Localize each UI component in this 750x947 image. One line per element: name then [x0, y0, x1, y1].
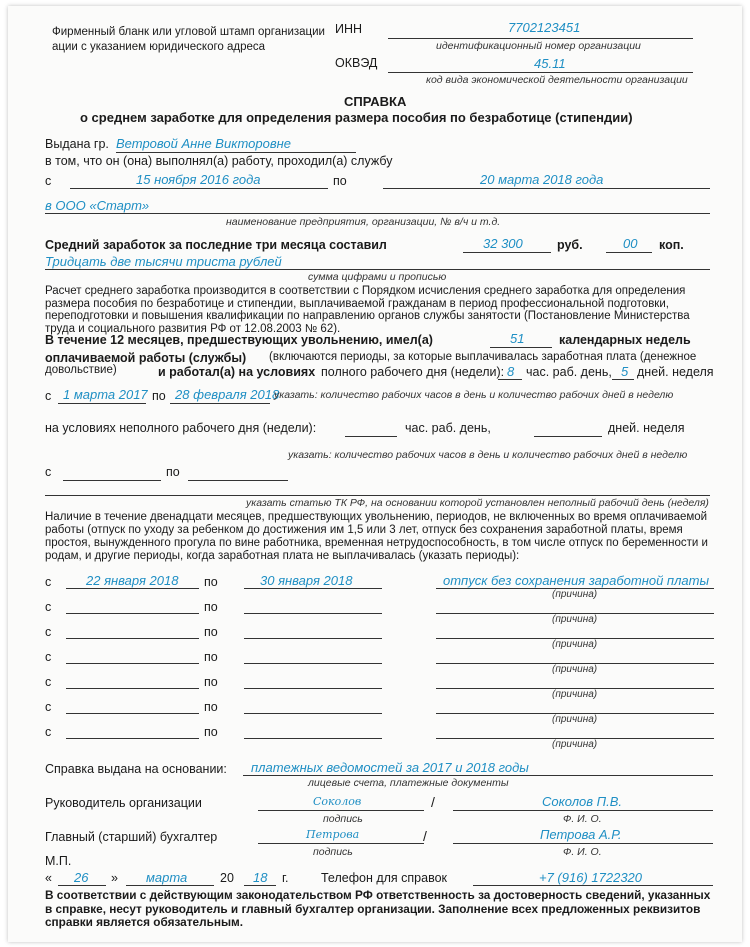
accountant-name-line — [453, 843, 713, 844]
date-day: 26 — [74, 870, 89, 885]
document-page — [8, 6, 742, 942]
date-month: марта — [146, 870, 188, 885]
period-reason-caption: (причина) — [552, 614, 598, 625]
head-sign-caption: подпись — [323, 813, 363, 825]
days-label: дней. неделя — [637, 365, 714, 379]
days-value: 5 — [621, 364, 629, 379]
inn-label: ИНН — [335, 22, 363, 36]
date-day-line — [58, 885, 106, 886]
part-days-line — [534, 436, 602, 437]
tk-line — [45, 495, 710, 496]
period-to-line — [244, 613, 382, 614]
head-name-caption: Ф. И. О. — [563, 813, 602, 825]
period-to-label: по — [204, 625, 218, 639]
hours-value: 8 — [507, 364, 515, 379]
inn-value: 7702123451 — [508, 20, 581, 35]
accountant-sign-line — [258, 843, 424, 844]
stamp-place: М.П. — [45, 854, 72, 868]
weeks-label-3: оплачиваемой работы (службы) — [45, 351, 247, 365]
basis-label: Справка выдана на основании: — [45, 762, 227, 776]
work-text: в том, что он (она) выполнял(а) работу, проходил(а) службу — [45, 154, 393, 168]
earnings-rub-line — [463, 252, 551, 253]
period-from-label: с — [45, 625, 52, 639]
date-year-prefix: 20 — [220, 871, 234, 885]
org-line — [45, 213, 710, 214]
period-from-line — [66, 688, 199, 689]
full-from-label: с — [45, 389, 52, 403]
work-to-label: по — [333, 174, 347, 188]
date-year-line — [244, 885, 276, 886]
period-reason: отпуск без сохранения заработной платы — [443, 573, 710, 588]
period-from-line — [66, 738, 199, 739]
work-to-value: 20 марта 2018 года — [480, 172, 604, 187]
issued-name: Ветровой Анне Викторовне — [116, 136, 292, 151]
okved-value: 45.11 — [534, 56, 566, 71]
period-from-line — [66, 638, 199, 639]
part-from-label: с — [45, 465, 52, 479]
earnings-label: Средний заработок за последние три месяца составил — [45, 238, 387, 252]
accountant-slash: / — [423, 828, 427, 844]
period-from-label: с — [45, 575, 52, 589]
okved-caption: код вида экономической деятельности организации — [426, 74, 688, 86]
period-to-line — [244, 738, 382, 739]
part-days-label: дней. неделя — [608, 421, 685, 435]
accountant-signature: Петрова — [306, 828, 360, 841]
okved-label: ОКВЭД — [335, 56, 378, 70]
period-reason-caption: (причина) — [552, 664, 598, 675]
earnings-kop-value: 00 — [623, 236, 638, 251]
period-reason-caption: (причина) — [552, 739, 598, 750]
period-from-label: с — [45, 675, 52, 689]
period-to-label: по — [204, 600, 218, 614]
weeks-value: 51 — [510, 331, 525, 346]
date-year-suffix: 18 — [253, 870, 268, 885]
date-quote-close: » — [111, 871, 118, 885]
earnings-kop-label: коп. — [659, 238, 684, 252]
date-quote-open: « — [45, 871, 52, 885]
accountant-label: Главный (старший) бухгалтер — [45, 830, 218, 844]
period-reason-caption: (причина) — [552, 689, 598, 700]
period-from-line — [66, 588, 199, 589]
period-to-label: по — [204, 575, 218, 589]
date-month-line — [126, 885, 214, 886]
period-to-line — [244, 688, 382, 689]
weeks-label-2: календарных недель — [559, 333, 691, 347]
period-to-label: по — [204, 700, 218, 714]
basis-value: платежных ведомостей за 2017 и 2018 годы — [251, 760, 529, 775]
head-name-line — [453, 810, 713, 811]
part-caption: указать: количество рабочих часов в день и количество рабочих дней в неделю — [288, 449, 688, 461]
earnings-rub-value: 32 300 — [483, 236, 523, 251]
period-from-label: с — [45, 700, 52, 714]
full-from-line — [58, 403, 146, 404]
earnings-words-caption: сумма цифрами и прописью — [308, 271, 447, 283]
full-caption: указать: количество рабочих часов в день и количество рабочих дней в неделю — [274, 389, 674, 401]
period-to-line — [244, 638, 382, 639]
work-from-value: 15 ноября 2016 года — [136, 172, 261, 187]
accountant-name-caption: Ф. И. О. — [563, 846, 602, 858]
issued-name-line — [116, 152, 356, 153]
head-name: Соколов П.В. — [542, 794, 622, 809]
weeks-label-5: полного рабочего дня (недели): — [321, 365, 505, 379]
period-from-label: с — [45, 600, 52, 614]
stamp-text-line2: ации с указанием юридического адреса — [52, 41, 266, 53]
accountant-sign-caption: подпись — [313, 846, 353, 858]
earnings-words-line — [45, 269, 710, 270]
period-to-label: по — [204, 650, 218, 664]
period-to-line — [244, 588, 382, 589]
full-to-value: 28 февраля 2018 — [175, 387, 280, 402]
org-caption: наименование предприятия, организации, № в/ч и т.д. — [226, 216, 501, 228]
head-slash: / — [431, 794, 435, 810]
hours-line — [498, 379, 522, 380]
phone-label: Телефон для справок — [321, 871, 448, 885]
period-reason-caption: (причина) — [552, 714, 598, 725]
accountant-name: Петрова А.Р. — [540, 827, 622, 842]
weeks-label-4: и работал(а) на условиях — [158, 365, 316, 379]
head-label: Руководитель организации — [45, 796, 202, 810]
phone-value: +7 (916) 1722320 — [539, 870, 643, 885]
full-to-line — [170, 403, 270, 404]
weeks-value-line — [490, 347, 552, 348]
period-to-label: по — [204, 675, 218, 689]
part-hours-line — [345, 436, 397, 437]
date-year-label: г. — [282, 871, 289, 885]
earnings-words-value: Тридцать две тысячи триста рублей — [45, 254, 282, 269]
period-to-label: по — [204, 725, 218, 739]
okved-line — [388, 72, 693, 73]
full-to-label: по — [152, 389, 166, 403]
inn-line — [388, 38, 693, 39]
weeks-note: (включаются периоды, за которые выплачивалась заработная плата (денежное довольствие) — [45, 351, 697, 376]
full-from-value: 1 марта 2017 — [63, 387, 148, 402]
periods-paragraph: Наличие в течение двенадцати месяцев, предшествующих увольнению, периодов, не включенных во время оплачиваемой работы (отпуск по уходу за ребенком до достижения им 1,5 или 3 лет, отпуск без сохранения заработной платы, время простоя, вынужденного прогула по вине работника, временная нетрудоспособность, в том числе отпуск по беременности и родам, и другие периоды, когда заработная плата не выплачивалась (указать периоды): — [45, 511, 708, 562]
part-hours-label: час. раб. день, — [405, 421, 491, 435]
inn-caption: идентификационный номер организации — [436, 40, 641, 52]
calc-paragraph: Расчет среднего заработка производится в соответствии с Порядком исчисления среднего заработка для определения размера пособия по безработице и стипендии, выплачиваемой гражданам в период профессиональной подготовки, переподготовки и повышения квалификации по направлению органов службы занятости (Постановление Министерства труда и социального развития РФ от 12.08.2003 № 62). — [45, 285, 690, 335]
head-signature: Соколов — [313, 795, 362, 808]
basis-caption: лицевые счета, платежные документы — [308, 777, 509, 789]
work-from-label: с — [45, 174, 52, 188]
tk-caption: указать статью ТК РФ, на основании которой установлен неполный рабочий день (неделя) — [246, 497, 709, 509]
stamp-text-line1: Фирменный бланк или угловой штамп организации — [52, 26, 325, 38]
work-to-line — [383, 188, 710, 189]
earnings-kop-line — [606, 252, 652, 253]
period-from-value: 22 января 2018 — [86, 573, 179, 588]
period-from-line — [66, 613, 199, 614]
weeks-label-1: В течение 12 месяцев, предшествующих увольнению, имел(а) — [45, 333, 433, 347]
period-from-label: с — [45, 725, 52, 739]
part-from-line — [63, 480, 161, 481]
days-line — [612, 379, 634, 380]
period-from-label: с — [45, 650, 52, 664]
doc-title: СПРАВКА — [344, 94, 407, 109]
earnings-rub-label: руб. — [557, 238, 583, 252]
period-to-line — [244, 663, 382, 664]
part-label: на условиях неполного рабочего дня (недели): — [45, 421, 317, 435]
head-sign-line — [258, 810, 424, 811]
hours-label: час. раб. день, — [526, 365, 612, 379]
period-from-line — [66, 663, 199, 664]
period-reason-caption: (причина) — [552, 589, 598, 600]
basis-line — [243, 775, 713, 776]
part-to-line — [188, 480, 288, 481]
period-from-line — [66, 713, 199, 714]
period-to-line — [244, 713, 382, 714]
part-to-label: по — [166, 465, 180, 479]
footer-note: В соответствии с действующим законодательством РФ ответственность за достоверность сведений, указанных в справке, несут руководитель и главный бухгалтер организации. Заполнение всех предложенных реквизитов справки является обязательным. — [45, 888, 711, 929]
period-reason-caption: (причина) — [552, 639, 598, 650]
period-to-value: 30 января 2018 — [260, 573, 353, 588]
org-value: в ООО «Старт» — [45, 198, 150, 213]
doc-subtitle: о среднем заработке для определения размера пособия по безработице (стипендии) — [80, 110, 633, 125]
issued-label: Выдана гр. — [45, 137, 109, 151]
phone-line — [473, 885, 713, 886]
work-from-line — [70, 188, 328, 189]
